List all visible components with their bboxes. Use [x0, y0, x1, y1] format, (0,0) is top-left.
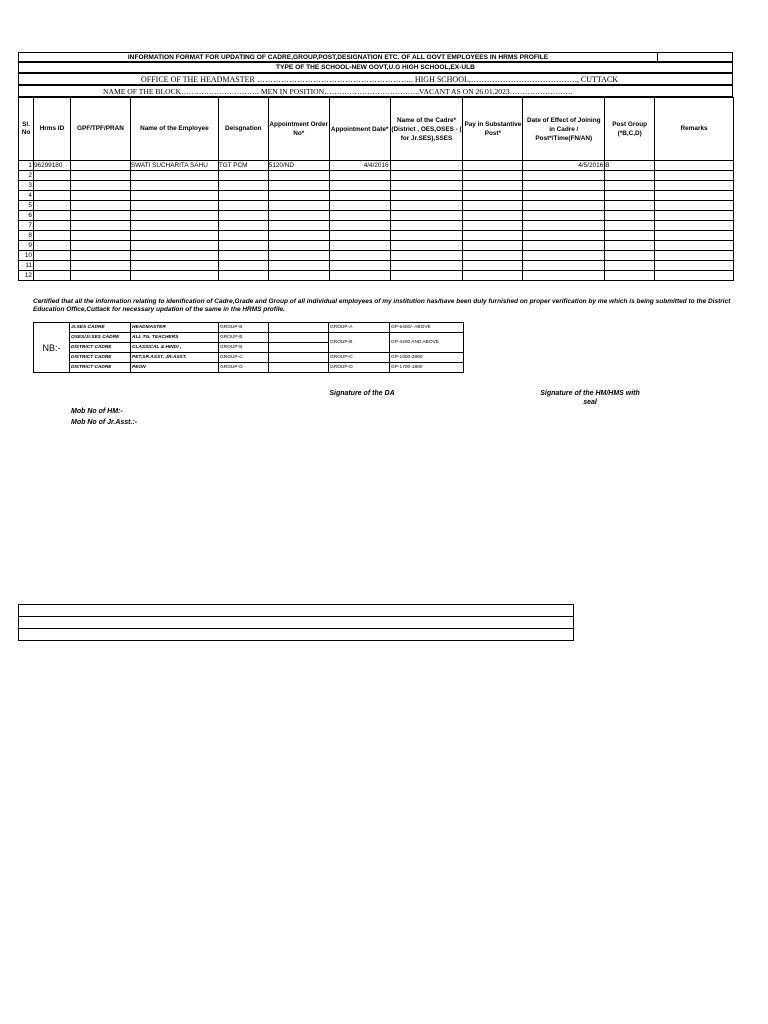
table-row: [19, 191, 734, 201]
hrms-id-cell: [33, 231, 70, 241]
blank-row: [19, 605, 574, 617]
pay-group: GROUP-C: [329, 353, 390, 363]
appointment-date-cell: [329, 221, 390, 231]
blank-cell: [19, 605, 574, 617]
designation-cell: [218, 191, 268, 201]
nb-empty: [269, 323, 329, 333]
nb-cadre: DISTRICT CADRE: [70, 363, 131, 373]
cadre-cell: [390, 171, 463, 181]
col-header: Name of the Cadre*(District , OES,OSES - ( for Jr.SES),SSES: [390, 98, 463, 161]
hrms-id-cell: [33, 171, 70, 181]
col-header: Sl. No: [19, 98, 34, 161]
sl-no-cell: 11: [19, 261, 34, 271]
post-group-cell: [605, 271, 655, 281]
jr-asst-mobile-label: Mob No of Jr.Asst.:-: [71, 419, 138, 426]
cadre-cell: [390, 251, 463, 261]
cadre-cell: [390, 241, 463, 251]
employee-name-cell: [130, 211, 218, 221]
nb-table: [33, 322, 464, 373]
appointment-date-cell: [329, 171, 390, 181]
remarks-cell: [655, 161, 734, 171]
post-group-cell: [605, 231, 655, 241]
gpf-cell: [70, 201, 130, 211]
col-header: Deisgnation: [218, 98, 268, 161]
hrms-id-cell: [33, 181, 70, 191]
remarks-cell: [655, 251, 734, 261]
nb-post: PEON: [131, 363, 219, 373]
employee-name-cell: [130, 171, 218, 181]
post-group-cell: [605, 171, 655, 181]
remarks-cell: [655, 171, 734, 181]
cadre-cell: [390, 211, 463, 221]
col-header: Name of the Employee: [130, 98, 218, 161]
order-no-cell: [268, 231, 329, 241]
joining-date-cell: 4/5/2016: [523, 161, 605, 171]
nb-group: GROUP-B: [219, 323, 269, 333]
nb-cadre: Jr.SES CADRE: [70, 323, 131, 333]
post-group-cell: [605, 191, 655, 201]
sl-no-cell: 9: [19, 241, 34, 251]
hrms-id-cell: 96299180: [33, 161, 70, 171]
blank-cell: [19, 629, 574, 641]
employee-name-cell: [130, 271, 218, 281]
nb-row: [34, 363, 464, 373]
cadre-cell: [390, 181, 463, 191]
post-group-cell: [605, 251, 655, 261]
table-row: [19, 221, 734, 231]
remarks-cell: [655, 181, 734, 191]
post-group-cell: [605, 261, 655, 271]
remarks-cell: [655, 201, 734, 211]
table-header-row: [19, 98, 734, 161]
remarks-cell: [655, 211, 734, 221]
nb-cadre: OSES/Jr.SES CADRE: [70, 333, 131, 343]
pay-cell: [463, 231, 523, 241]
nb-row: [34, 323, 464, 333]
designation-cell: [218, 201, 268, 211]
appointment-date-cell: [329, 181, 390, 191]
gpf-cell: [70, 241, 130, 251]
designation-cell: [218, 261, 268, 271]
appointment-date-cell: [329, 191, 390, 201]
nb-post: ALL TG. TEACHERS: [131, 333, 219, 343]
col-header: Pay in Substantive Post*: [463, 98, 523, 161]
hrms-id-cell: [33, 241, 70, 251]
order-no-cell: [268, 241, 329, 251]
sl-no-cell: 6: [19, 211, 34, 221]
table-row: [19, 211, 734, 221]
order-no-cell: [268, 251, 329, 261]
hrms-id-cell: [33, 191, 70, 201]
joining-date-cell: [523, 271, 605, 281]
hrms-id-cell: [33, 211, 70, 221]
appointment-date-cell: [329, 241, 390, 251]
employee-name-cell: [130, 181, 218, 191]
office-line: OFFICE OF THE HEADMASTER ………………………………………………….. HIGH SCHOOL,…………………………………., CUTTACK: [18, 73, 733, 85]
form-title: INFORMATION FORMAT FOR UPDATING OF CADRE,GROUP,POST,DESIGNATION ETC. OF ALL GOVT EMPLOYEES IN HRMS PROFILE: [18, 52, 658, 62]
nb-row: [34, 353, 464, 363]
pay-group: GROUP-A: [329, 323, 390, 333]
school-type-line: TYPE OF THE SCHOOL-NEW GOVT,U.G HIGH SCHOOL,EX-ULB: [18, 62, 733, 73]
pay-cell: [463, 241, 523, 251]
post-group-cell: [605, 181, 655, 191]
order-no-cell: 5120/ND: [268, 161, 329, 171]
nb-post: CLASSICAL & HINDI ,: [131, 343, 219, 353]
gpf-cell: [70, 271, 130, 281]
order-no-cell: [268, 181, 329, 191]
sl-no-cell: 5: [19, 201, 34, 211]
nb-group: GROUP-C: [219, 353, 269, 363]
nb-empty: [269, 353, 329, 363]
employee-name-cell: [130, 221, 218, 231]
gpf-cell: [70, 181, 130, 191]
gpf-cell: [70, 251, 130, 261]
cadre-cell: [390, 201, 463, 211]
pay-range: GP-1700-1800: [390, 363, 464, 373]
designation-cell: [218, 271, 268, 281]
hrms-id-cell: [33, 221, 70, 231]
employee-name-cell: [130, 231, 218, 241]
pay-range: GP-5400/- ABOVE: [390, 323, 464, 333]
pay-cell: [463, 191, 523, 201]
joining-date-cell: [523, 211, 605, 221]
gpf-cell: [70, 171, 130, 181]
nb-group: GROUP-B: [219, 333, 269, 343]
blank-row: [19, 629, 574, 641]
cadre-cell: [390, 261, 463, 271]
pay-cell: [463, 201, 523, 211]
joining-date-cell: [523, 171, 605, 181]
designation-cell: [218, 211, 268, 221]
certification-text: Certified that all the information relating to idenification of Cadre,Grade and Group of all individual employees of my institution has/have been duly furnished on proper verification by me which is being submitted to the District Education Office,Cuttack for necessary updation of the same in the HRMS profile.: [33, 298, 731, 313]
order-no-cell: [268, 201, 329, 211]
gpf-cell: [70, 231, 130, 241]
col-header: Date of Effect of Joining in Cadre / Post*/Time(FN/AN): [523, 98, 605, 161]
gpf-cell: [70, 221, 130, 231]
nb-empty: [269, 363, 329, 373]
pay-range: GP-4200 AND ABOVE: [390, 333, 464, 353]
hrms-id-cell: [33, 271, 70, 281]
nb-group: GROUP-B: [219, 343, 269, 353]
table-row: [19, 271, 734, 281]
order-no-cell: [268, 261, 329, 271]
cadre-cell: [390, 231, 463, 241]
nb-empty: [269, 343, 329, 353]
hrms-id-cell: [33, 201, 70, 211]
table-row: [19, 241, 734, 251]
post-group-cell: [605, 201, 655, 211]
pay-cell: [463, 221, 523, 231]
col-header: GPF/TPF/PRAN: [70, 98, 130, 161]
col-header: Appointment Order No*: [268, 98, 329, 161]
col-header: Remarks: [655, 98, 734, 161]
joining-date-cell: [523, 231, 605, 241]
nb-cadre: DISTRICT CADRE: [70, 353, 131, 363]
designation-cell: TGT PCM: [218, 161, 268, 171]
nb-group: GROUP-D: [219, 363, 269, 373]
employee-name-cell: [130, 201, 218, 211]
designation-cell: [218, 171, 268, 181]
appointment-date-cell: [329, 251, 390, 261]
gpf-cell: [70, 161, 130, 171]
hm-mobile-label: Mob No of HM:-: [71, 408, 123, 415]
cadre-cell: [390, 161, 463, 171]
pay-cell: [463, 171, 523, 181]
post-group-cell: B: [605, 161, 655, 171]
remarks-cell: [655, 231, 734, 241]
nb-empty: [269, 333, 329, 343]
pay-group: GROUP-D: [329, 363, 390, 373]
appointment-date-cell: [329, 271, 390, 281]
order-no-cell: [268, 171, 329, 181]
pay-cell: [463, 181, 523, 191]
pay-cell: [463, 251, 523, 261]
nb-cadre: DISTRICT CADRE: [70, 343, 131, 353]
remarks-cell: [655, 271, 734, 281]
col-header: Post Group (*B,C,D): [605, 98, 655, 161]
designation-cell: [218, 181, 268, 191]
remarks-cell: [655, 261, 734, 271]
joining-date-cell: [523, 261, 605, 271]
sl-no-cell: 4: [19, 191, 34, 201]
pay-cell: [463, 261, 523, 271]
post-group-cell: [605, 221, 655, 231]
gpf-cell: [70, 261, 130, 271]
appointment-date-cell: [329, 231, 390, 241]
pay-range: GP-1900-2800: [390, 353, 464, 363]
employee-name-cell: SWATI SUCHARITA SAHU: [130, 161, 218, 171]
post-group-cell: [605, 211, 655, 221]
table-row: [19, 251, 734, 261]
employee-name-cell: [130, 241, 218, 251]
order-no-cell: [268, 191, 329, 201]
nb-label: NB:-: [34, 323, 70, 373]
table-row: [19, 171, 734, 181]
joining-date-cell: [523, 191, 605, 201]
hrms-id-cell: [33, 251, 70, 261]
joining-date-cell: [523, 221, 605, 231]
employee-name-cell: [130, 261, 218, 271]
pay-cell: [463, 271, 523, 281]
block-line: NAME OF THE BLOCK…………………………. MEN IN POSITION………………………………..VACANT AS ON 26.01.2023…………………….: [18, 85, 733, 97]
remarks-cell: [655, 221, 734, 231]
remarks-cell: [655, 191, 734, 201]
table-row: [19, 181, 734, 191]
order-no-cell: [268, 211, 329, 221]
post-group-cell: [605, 241, 655, 251]
appointment-date-cell: [329, 211, 390, 221]
da-signature-label: Signature of the DA: [329, 390, 395, 397]
cadre-cell: [390, 191, 463, 201]
designation-cell: [218, 241, 268, 251]
blank-row: [19, 617, 574, 629]
appointment-date-cell: [329, 261, 390, 271]
appointment-date-cell: [329, 201, 390, 211]
pay-cell: [463, 211, 523, 221]
cadre-cell: [390, 221, 463, 231]
employee-name-cell: [130, 191, 218, 201]
joining-date-cell: [523, 241, 605, 251]
hm-signature-label: Signature of the HM/HMS with seal: [540, 390, 640, 406]
designation-cell: [218, 221, 268, 231]
joining-date-cell: [523, 181, 605, 191]
designation-cell: [218, 231, 268, 241]
bottom-lines-table: [18, 604, 574, 641]
title-side-cell: [657, 52, 733, 62]
gpf-cell: [70, 191, 130, 201]
sl-no-cell: 8: [19, 231, 34, 241]
designation-cell: [218, 251, 268, 261]
order-no-cell: [268, 271, 329, 281]
table-row: [19, 231, 734, 241]
table-row: [19, 201, 734, 211]
hrms-id-cell: [33, 261, 70, 271]
sl-no-cell: 2: [19, 171, 34, 181]
cadre-cell: [390, 271, 463, 281]
col-header: Appointment Date*: [329, 98, 390, 161]
sl-no-cell: 7: [19, 221, 34, 231]
nb-row: [34, 333, 464, 343]
joining-date-cell: [523, 251, 605, 261]
employee-name-cell: [130, 251, 218, 261]
joining-date-cell: [523, 201, 605, 211]
sl-no-cell: 3: [19, 181, 34, 191]
pay-group: GROUP-B: [329, 333, 390, 353]
sl-no-cell: 1: [19, 161, 34, 171]
pay-cell: [463, 161, 523, 171]
gpf-cell: [70, 211, 130, 221]
employee-table: [18, 97, 734, 281]
col-header: Hrms ID: [33, 98, 70, 161]
appointment-date-cell: 4/4/2016: [329, 161, 390, 171]
nb-post: HEADMASTER: [131, 323, 219, 333]
sl-no-cell: 12: [19, 271, 34, 281]
sl-no-cell: 10: [19, 251, 34, 261]
blank-cell: [19, 617, 574, 629]
table-row: [19, 261, 734, 271]
remarks-cell: [655, 241, 734, 251]
nb-post: PET,SR.ASST. JR.ASST.: [131, 353, 219, 363]
order-no-cell: [268, 221, 329, 231]
table-row: [19, 161, 734, 171]
